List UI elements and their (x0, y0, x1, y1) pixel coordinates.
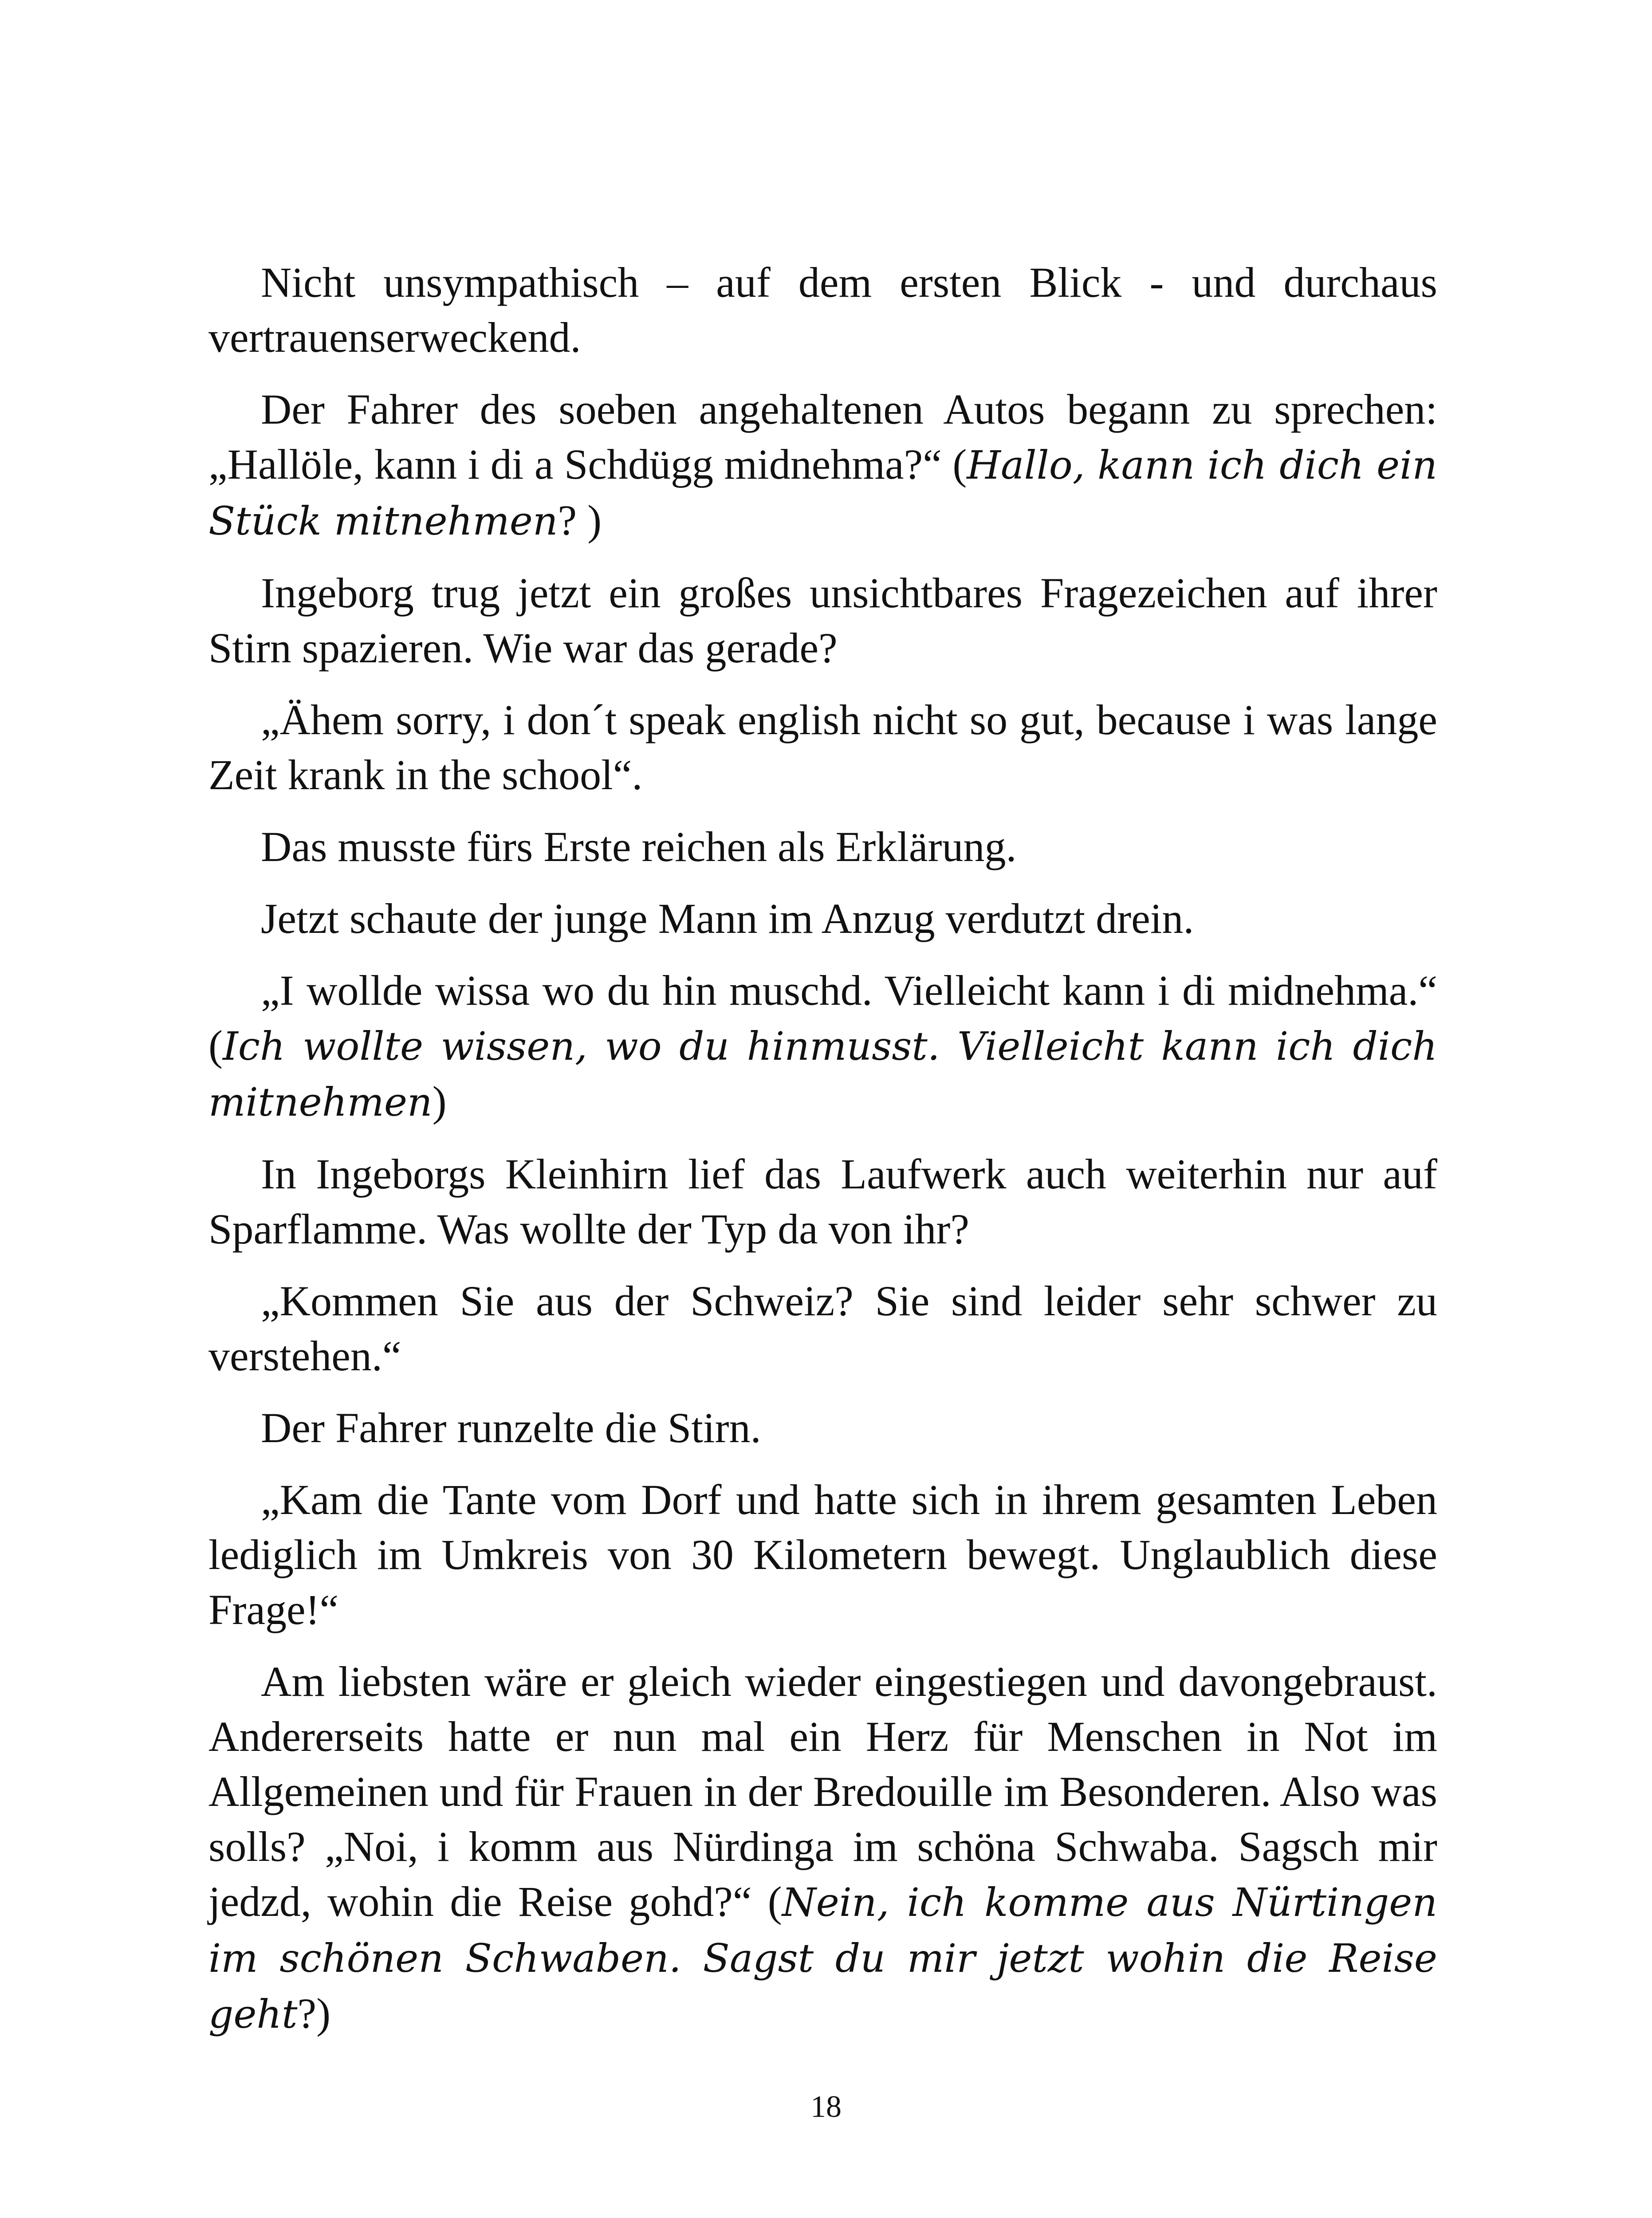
paragraph (208, 1274, 1437, 1384)
paragraph (208, 1400, 1437, 1455)
page-number: 18 (810, 2090, 842, 2124)
paragraph (208, 1654, 1437, 2042)
text-run: „Ähem sorry, i don´t speak english nicht so gut, because i was lange Zeit krank in the school“. (208, 696, 1437, 798)
paragraph (208, 1147, 1437, 1257)
paragraph (208, 255, 1437, 365)
paragraph (208, 963, 1437, 1130)
text-run: Ingeborg trug jetzt ein großes unsichtbares Fragezeichen auf ihrer Stirn spazieren. Wie war das gerade? (208, 569, 1437, 672)
text-run: ? ) (558, 496, 602, 544)
italic-translation: Ich wollte wissen, wo du hinmusst. Vielleicht kann ich dich mitnehmen (208, 1023, 1437, 1125)
body-text (208, 255, 1437, 2059)
text-run: „I wollde wissa wo du hin muschd. Vielleicht kann i di midnehma.“ ( (208, 967, 1437, 1069)
text-run: ?) (297, 1990, 331, 2037)
italic-translation: Hallo, kann ich dich ein Stück mitnehmen (208, 442, 1438, 544)
text-run: „Kommen Sie aus der Schweiz? Sie sind leider sehr schwer zu verstehen.“ (208, 1277, 1437, 1380)
paragraph (208, 692, 1437, 802)
italic-translation: Nein, ich komme aus Nürtingen im schönen Schwaben. Sagst du mir jetzt wohin die Reise geht (208, 1880, 1438, 2037)
text-run: Am liebsten wäre er gleich wieder eingestiegen und davongebraust. Andererseits hatte er nun mal ein Herz für Menschen in Not im Allgemeinen und für Frauen in der Bredouille im Besonderen. Also was solls? „Noi, i komm aus Nürdinga im schöna Schwaba. Sagsch mir jedzd, wohin die Reise gohd?“ ( (208, 1658, 1437, 1925)
text-run: „Kam die Tante vom Dorf und hatte sich in ihrem gesamten Leben lediglich im Umkreis von 30 Kilometern bewegt. Unglaublich diese Frage!“ (208, 1476, 1437, 1633)
text-run: In Ingeborgs Kleinhirn lief das Laufwerk auch weiterhin nur auf Sparflamme. Was wollte der Typ da von ihr? (208, 1150, 1437, 1253)
paragraph (208, 382, 1437, 549)
text-run: Nicht unsympathisch – auf dem ersten Blick - und durchaus vertrauenserweckend. (208, 259, 1437, 361)
paragraph (208, 1472, 1437, 1637)
text-run: ) (432, 1078, 447, 1125)
paragraph (208, 819, 1437, 874)
paragraph (208, 891, 1437, 946)
text-run: Jetzt schaute der junge Mann im Anzug verdutzt drein. (261, 895, 1194, 942)
paragraph (208, 566, 1437, 676)
text-run: Das musste fürs Erste reichen als Erklärung. (261, 823, 1017, 870)
text-run: Der Fahrer des soeben angehaltenen Autos begann zu sprechen: „Hallöle, kann i di a Schdügg midnehma?“ ( (208, 385, 1437, 488)
text-run: Der Fahrer runzelte die Stirn. (261, 1404, 761, 1451)
